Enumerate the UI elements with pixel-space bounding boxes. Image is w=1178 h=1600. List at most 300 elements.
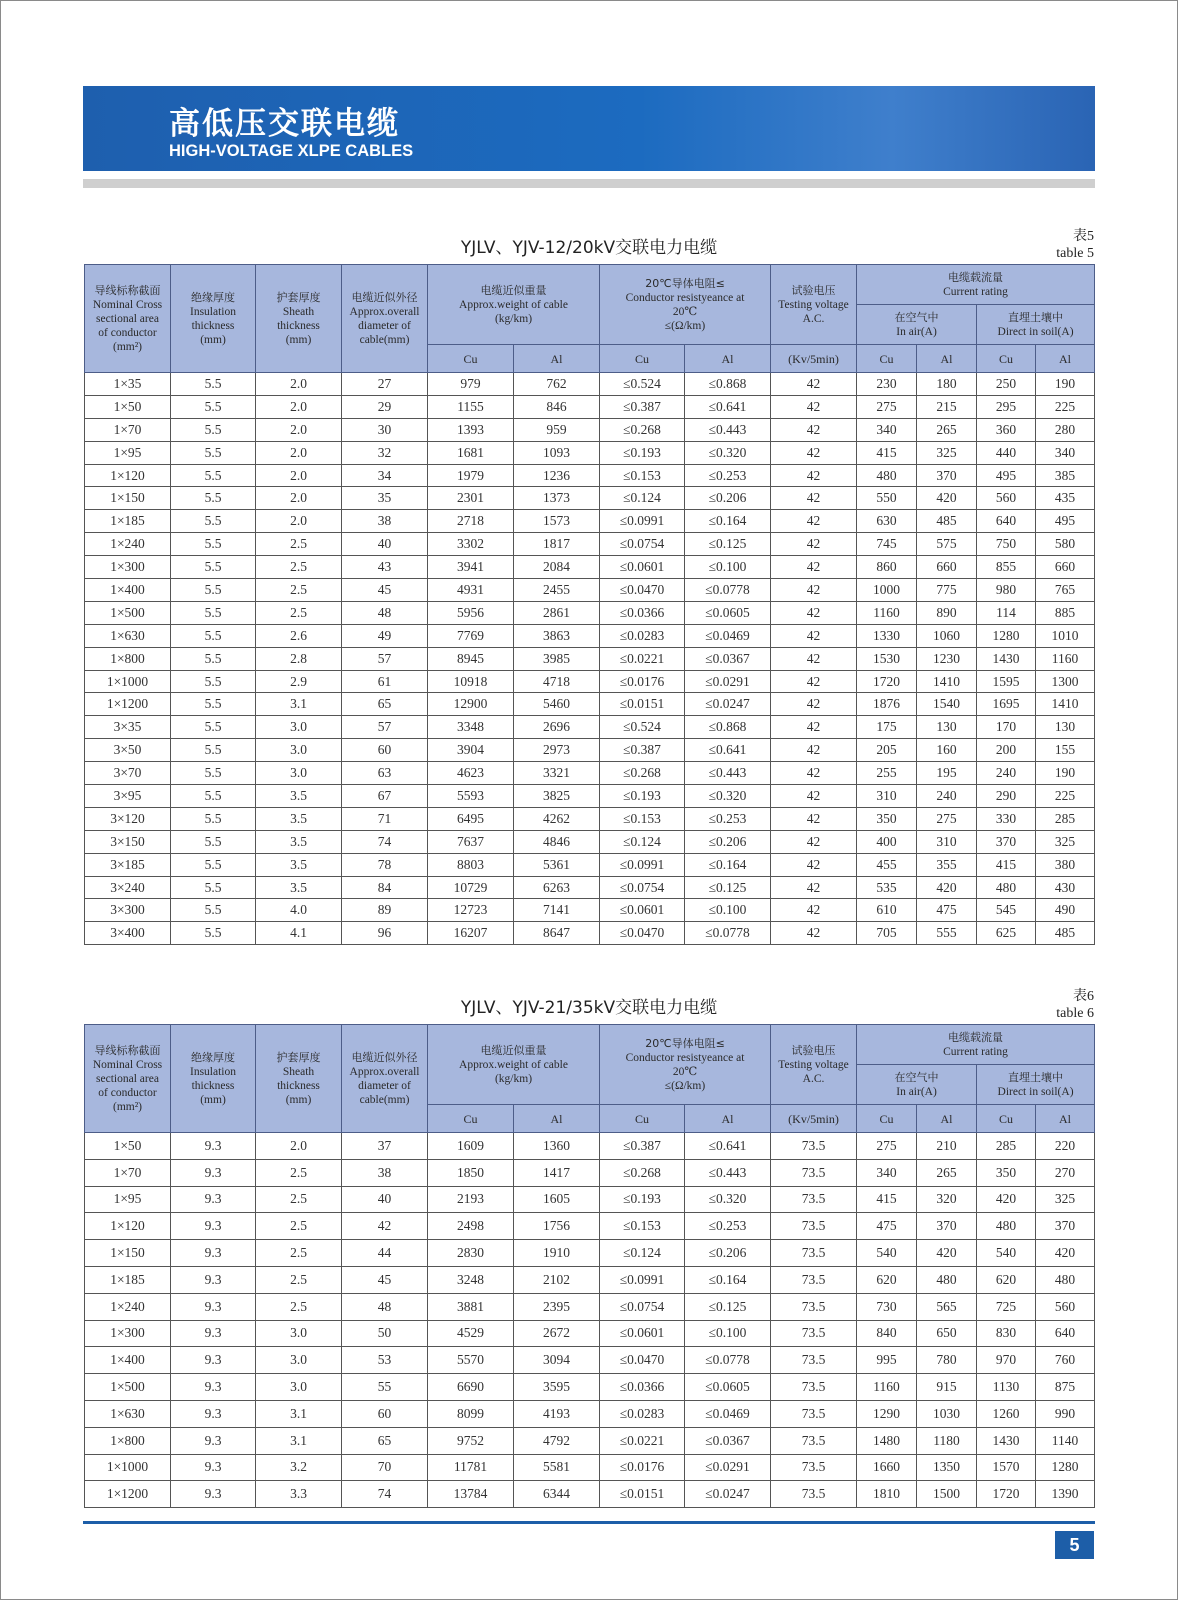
cell-air-al: 1230 [917,647,977,670]
cell-sheath: 3.1 [256,1427,342,1454]
header-res-al: Al [685,345,771,373]
cell-soil-cu: 480 [977,1213,1036,1240]
cell-soil-cu: 480 [977,876,1036,899]
cell-soil-al: 155 [1036,739,1095,762]
cell-soil-cu: 240 [977,762,1036,785]
header-current-rating: 电缆载流量 Current rating [857,265,1095,305]
table-row [85,373,1095,396]
cell-soil-al: 385 [1036,464,1095,487]
cell-diameter: 49 [342,624,428,647]
cell-air-al: 1060 [917,624,977,647]
cell-insulation: 5.5 [171,876,256,899]
cell-test-voltage: 42 [771,395,857,418]
cell-resistance-al: ≤0.0291 [685,1454,771,1481]
cell-sheath: 3.3 [256,1481,342,1508]
cell-insulation: 9.3 [171,1133,256,1160]
cell-air-al: 195 [917,762,977,785]
header-weight-al: Al [514,345,600,373]
table-row [85,1186,1095,1213]
cell-area: 1×95 [85,441,171,464]
cell-weight-al: 4718 [514,670,600,693]
cell-weight-al: 1093 [514,441,600,464]
cell-test-voltage: 42 [771,716,857,739]
cell-weight-al: 1605 [514,1186,600,1213]
cell-soil-cu: 640 [977,510,1036,533]
cell-test-voltage: 42 [771,556,857,579]
cell-soil-al: 190 [1036,762,1095,785]
cell-soil-cu: 1280 [977,624,1036,647]
table5-label [1056,228,1094,262]
cell-resistance-al: ≤0.206 [685,487,771,510]
cell-air-cu: 480 [857,464,917,487]
table-row [85,1266,1095,1293]
cell-test-voltage: 73.5 [771,1266,857,1293]
cell-soil-cu: 560 [977,487,1036,510]
cell-resistance-al: ≤0.443 [685,418,771,441]
cell-area: 1×800 [85,1427,171,1454]
cell-weight-cu: 2830 [428,1240,514,1267]
header-resistance: 20℃导体电阻≤ Conductor resistyeance at 20℃ ≤(Ω/km) [600,265,771,345]
cell-sheath: 3.0 [256,1374,342,1401]
cell-resistance-al: ≤0.320 [685,1186,771,1213]
cell-test-voltage: 42 [771,373,857,396]
header-current-rating: 电缆载流量 Current rating [857,1025,1095,1065]
cell-weight-al: 2696 [514,716,600,739]
cell-test-voltage: 42 [771,876,857,899]
cell-area: 1×400 [85,1347,171,1374]
cell-air-cu: 1660 [857,1454,917,1481]
cell-soil-cu: 295 [977,395,1036,418]
cell-weight-al: 3094 [514,1347,600,1374]
cell-resistance-cu: ≤0.0221 [600,647,685,670]
cell-soil-al: 1010 [1036,624,1095,647]
cell-soil-cu: 350 [977,1159,1036,1186]
cell-sheath: 4.0 [256,899,342,922]
cell-soil-cu: 540 [977,1240,1036,1267]
cell-insulation: 5.5 [171,899,256,922]
cell-soil-cu: 415 [977,853,1036,876]
cell-weight-al: 5581 [514,1454,600,1481]
cell-weight-al: 1360 [514,1133,600,1160]
cell-insulation: 9.3 [171,1186,256,1213]
cell-soil-cu: 980 [977,579,1036,602]
cell-area: 1×50 [85,395,171,418]
cell-insulation: 9.3 [171,1320,256,1347]
header-in-air: 在空气中 In air(A) [857,1065,977,1105]
table-row [85,510,1095,533]
cell-weight-cu: 10729 [428,876,514,899]
cell-weight-cu: 1681 [428,441,514,464]
cell-weight-cu: 5956 [428,601,514,624]
table-row [85,1481,1095,1508]
cell-resistance-cu: ≤0.268 [600,418,685,441]
cell-area: 1×95 [85,1186,171,1213]
cell-weight-al: 846 [514,395,600,418]
cell-sheath: 2.9 [256,670,342,693]
cell-insulation: 9.3 [171,1400,256,1427]
cell-air-al: 475 [917,899,977,922]
cell-air-cu: 275 [857,395,917,418]
cell-sheath: 3.0 [256,1347,342,1374]
cell-area: 3×50 [85,739,171,762]
cell-soil-al: 580 [1036,533,1095,556]
cell-weight-cu: 2718 [428,510,514,533]
cell-air-cu: 630 [857,510,917,533]
cell-area: 1×240 [85,1293,171,1320]
cell-soil-al: 325 [1036,830,1095,853]
cell-diameter: 89 [342,899,428,922]
cell-weight-al: 4262 [514,807,600,830]
cell-weight-cu: 5593 [428,785,514,808]
cell-resistance-cu: ≤0.268 [600,762,685,785]
cell-air-cu: 610 [857,899,917,922]
cell-sheath: 2.0 [256,395,342,418]
cell-air-cu: 1876 [857,693,917,716]
cell-resistance-cu: ≤0.0176 [600,1454,685,1481]
cell-diameter: 71 [342,807,428,830]
header-in-air: 在空气中 In air(A) [857,305,977,345]
cell-air-al: 485 [917,510,977,533]
cell-test-voltage: 42 [771,922,857,945]
cell-weight-cu: 7769 [428,624,514,647]
cell-insulation: 5.5 [171,624,256,647]
cell-weight-al: 4193 [514,1400,600,1427]
table-row [85,716,1095,739]
cell-resistance-al: ≤0.0469 [685,1400,771,1427]
cell-soil-cu: 625 [977,922,1036,945]
table-row [85,785,1095,808]
table-row [85,1133,1095,1160]
cell-soil-cu: 750 [977,533,1036,556]
cell-resistance-al: ≤0.0605 [685,1374,771,1401]
cell-weight-al: 8647 [514,922,600,945]
cell-air-al: 420 [917,1240,977,1267]
cell-diameter: 70 [342,1454,428,1481]
cell-weight-cu: 5570 [428,1347,514,1374]
cell-area: 3×240 [85,876,171,899]
cell-air-al: 275 [917,807,977,830]
cell-test-voltage: 42 [771,464,857,487]
header-in-soil: 直埋土壤中 Direct in soil(A) [977,1065,1095,1105]
cell-test-voltage: 73.5 [771,1347,857,1374]
cell-air-al: 325 [917,441,977,464]
cell-insulation: 5.5 [171,693,256,716]
cell-sheath: 2.0 [256,1133,342,1160]
cell-resistance-al: ≤0.164 [685,853,771,876]
cell-resistance-al: ≤0.125 [685,876,771,899]
cell-air-cu: 1160 [857,1374,917,1401]
cell-test-voltage: 73.5 [771,1293,857,1320]
cell-soil-cu: 545 [977,899,1036,922]
cell-soil-al: 220 [1036,1133,1095,1160]
header-weight-cu: Cu [428,1105,514,1133]
cell-resistance-cu: ≤0.0470 [600,1347,685,1374]
table-row [85,853,1095,876]
cell-weight-cu: 4623 [428,762,514,785]
cell-weight-al: 2672 [514,1320,600,1347]
cell-insulation: 5.5 [171,830,256,853]
cell-sheath: 2.5 [256,533,342,556]
cell-air-cu: 255 [857,762,917,785]
cell-resistance-al: ≤0.125 [685,1293,771,1320]
cell-resistance-cu: ≤0.193 [600,785,685,808]
cell-insulation: 5.5 [171,395,256,418]
cell-diameter: 53 [342,1347,428,1374]
cell-air-cu: 350 [857,807,917,830]
cell-area: 3×185 [85,853,171,876]
cell-insulation: 5.5 [171,670,256,693]
cell-air-cu: 1160 [857,601,917,624]
cell-air-cu: 230 [857,373,917,396]
cell-air-cu: 840 [857,1320,917,1347]
cell-insulation: 9.3 [171,1454,256,1481]
header-in-soil: 直埋土壤中 Direct in soil(A) [977,305,1095,345]
table-row [85,1347,1095,1374]
cell-soil-cu: 170 [977,716,1036,739]
cell-air-cu: 275 [857,1133,917,1160]
cell-air-cu: 1000 [857,579,917,602]
cell-air-al: 355 [917,853,977,876]
cell-test-voltage: 73.5 [771,1374,857,1401]
cell-area: 1×120 [85,464,171,487]
cell-resistance-al: ≤0.100 [685,1320,771,1347]
cell-test-voltage: 73.5 [771,1320,857,1347]
cell-air-al: 575 [917,533,977,556]
table-row [85,899,1095,922]
cell-air-cu: 340 [857,1159,917,1186]
cell-resistance-cu: ≤0.153 [600,464,685,487]
cell-resistance-al: ≤0.253 [685,464,771,487]
cell-area: 3×95 [85,785,171,808]
cell-test-voltage: 42 [771,762,857,785]
cell-soil-cu: 1430 [977,647,1036,670]
table-row [85,1240,1095,1267]
cell-air-cu: 310 [857,785,917,808]
cell-area: 1×150 [85,487,171,510]
cell-sheath: 2.0 [256,487,342,510]
cell-weight-cu: 8099 [428,1400,514,1427]
table-row [85,830,1095,853]
table6-label-en: table 6 [1056,1006,1094,1021]
cell-soil-cu: 855 [977,556,1036,579]
cell-weight-al: 6263 [514,876,600,899]
cell-sheath: 3.0 [256,716,342,739]
cell-resistance-al: ≤0.164 [685,510,771,533]
cell-resistance-cu: ≤0.193 [600,1186,685,1213]
cell-weight-al: 1236 [514,464,600,487]
cell-air-cu: 540 [857,1240,917,1267]
cell-sheath: 3.5 [256,876,342,899]
cell-resistance-cu: ≤0.0754 [600,1293,685,1320]
cell-soil-cu: 370 [977,830,1036,853]
cell-soil-al: 285 [1036,807,1095,830]
cell-weight-al: 3321 [514,762,600,785]
cell-soil-al: 1280 [1036,1454,1095,1481]
cell-air-al: 240 [917,785,977,808]
cell-soil-cu: 420 [977,1186,1036,1213]
cell-sheath: 2.5 [256,556,342,579]
cell-diameter: 55 [342,1374,428,1401]
cell-diameter: 45 [342,1266,428,1293]
cell-resistance-al: ≤0.100 [685,899,771,922]
cell-sheath: 2.0 [256,464,342,487]
cell-air-al: 160 [917,739,977,762]
cell-soil-al: 380 [1036,853,1095,876]
cell-insulation: 5.5 [171,762,256,785]
cell-test-voltage: 42 [771,510,857,533]
cell-test-voltage: 42 [771,441,857,464]
cell-soil-cu: 1570 [977,1454,1036,1481]
cell-area: 3×70 [85,762,171,785]
cell-air-al: 130 [917,716,977,739]
cell-weight-cu: 2301 [428,487,514,510]
header-sheath: 护套厚度 Sheath thickness (mm) [256,265,342,373]
cell-weight-al: 2973 [514,739,600,762]
table-row [85,579,1095,602]
cell-resistance-cu: ≤0.0176 [600,670,685,693]
cell-diameter: 43 [342,556,428,579]
cell-diameter: 61 [342,670,428,693]
cell-weight-al: 2395 [514,1293,600,1320]
header-soil-cu: Cu [977,345,1036,373]
cell-test-voltage: 42 [771,579,857,602]
cell-soil-cu: 970 [977,1347,1036,1374]
cell-resistance-cu: ≤0.387 [600,1133,685,1160]
cell-diameter: 38 [342,1159,428,1186]
cell-resistance-al: ≤0.253 [685,1213,771,1240]
cell-soil-al: 490 [1036,899,1095,922]
cell-area: 1×630 [85,624,171,647]
cell-weight-al: 1573 [514,510,600,533]
cell-test-voltage: 42 [771,533,857,556]
cell-area: 3×300 [85,899,171,922]
cell-test-voltage: 42 [771,693,857,716]
cell-sheath: 3.5 [256,785,342,808]
cell-sheath: 3.2 [256,1454,342,1481]
cell-soil-al: 1160 [1036,647,1095,670]
cell-sheath: 2.0 [256,510,342,533]
cell-soil-al: 280 [1036,418,1095,441]
cell-weight-al: 1910 [514,1240,600,1267]
cell-weight-cu: 12723 [428,899,514,922]
cell-resistance-al: ≤0.206 [685,1240,771,1267]
cell-air-al: 310 [917,830,977,853]
page-title-cn: 高低压交联电缆 [169,106,400,142]
cell-resistance-cu: ≤0.0366 [600,1374,685,1401]
header-test-voltage: 试验电压 Testing voltage A.C. [771,1025,857,1105]
cell-weight-cu: 6690 [428,1374,514,1401]
cell-sheath: 3.5 [256,830,342,853]
cell-weight-cu: 8945 [428,647,514,670]
cell-weight-al: 4846 [514,830,600,853]
cell-resistance-al: ≤0.641 [685,1133,771,1160]
cell-weight-cu: 8803 [428,853,514,876]
cell-diameter: 74 [342,1481,428,1508]
cell-weight-cu: 1979 [428,464,514,487]
cell-area: 1×70 [85,418,171,441]
cell-soil-al: 430 [1036,876,1095,899]
cell-soil-al: 340 [1036,441,1095,464]
cell-weight-cu: 3904 [428,739,514,762]
cell-air-cu: 1330 [857,624,917,647]
cell-area: 1×400 [85,579,171,602]
cell-test-voltage: 42 [771,487,857,510]
cell-air-al: 370 [917,1213,977,1240]
cell-resistance-al: ≤0.641 [685,739,771,762]
cell-soil-al: 885 [1036,601,1095,624]
table-row [85,1159,1095,1186]
cell-resistance-al: ≤0.0367 [685,647,771,670]
header-res-cu: Cu [600,345,685,373]
cell-weight-al: 3595 [514,1374,600,1401]
page-title-en: HIGH-VOLTAGE XLPE CABLES [169,142,414,160]
cell-weight-cu: 1155 [428,395,514,418]
cell-resistance-al: ≤0.0605 [685,601,771,624]
cell-insulation: 5.5 [171,510,256,533]
cell-weight-al: 2102 [514,1266,600,1293]
cell-insulation: 5.5 [171,785,256,808]
table-row [85,556,1095,579]
cell-insulation: 5.5 [171,647,256,670]
cell-soil-al: 190 [1036,373,1095,396]
cell-sheath: 3.1 [256,693,342,716]
cell-weight-cu: 1850 [428,1159,514,1186]
header-air-al: Al [917,1105,977,1133]
page-number: 5 [1055,1531,1094,1559]
cell-diameter: 96 [342,922,428,945]
cell-soil-cu: 290 [977,785,1036,808]
cell-area: 1×1000 [85,670,171,693]
cell-resistance-al: ≤0.0469 [685,624,771,647]
cell-resistance-al: ≤0.320 [685,785,771,808]
cell-insulation: 5.5 [171,922,256,945]
header-test-voltage: 试验电压 Testing voltage A.C. [771,265,857,345]
cell-weight-cu: 13784 [428,1481,514,1508]
cell-soil-cu: 440 [977,441,1036,464]
cell-resistance-cu: ≤0.387 [600,739,685,762]
cell-resistance-cu: ≤0.0601 [600,899,685,922]
cell-diameter: 40 [342,533,428,556]
cell-diameter: 63 [342,762,428,785]
cell-diameter: 42 [342,1213,428,1240]
cell-resistance-cu: ≤0.124 [600,1240,685,1267]
cell-resistance-cu: ≤0.268 [600,1159,685,1186]
cell-weight-cu: 7637 [428,830,514,853]
cell-weight-cu: 6495 [428,807,514,830]
cell-soil-al: 660 [1036,556,1095,579]
cell-air-al: 1030 [917,1400,977,1427]
cell-weight-al: 1373 [514,487,600,510]
cell-weight-cu: 2193 [428,1186,514,1213]
cell-soil-al: 1410 [1036,693,1095,716]
cell-weight-al: 959 [514,418,600,441]
table5-label-en: table 5 [1056,246,1094,261]
cell-resistance-cu: ≤0.153 [600,1213,685,1240]
cell-diameter: 60 [342,739,428,762]
table-row [85,876,1095,899]
cell-resistance-cu: ≤0.524 [600,716,685,739]
cell-soil-al: 485 [1036,922,1095,945]
cell-air-cu: 730 [857,1293,917,1320]
cell-air-al: 1350 [917,1454,977,1481]
cell-air-cu: 1530 [857,647,917,670]
table-row [85,1374,1095,1401]
cell-diameter: 65 [342,693,428,716]
cell-weight-al: 4792 [514,1427,600,1454]
table-row [85,418,1095,441]
header-test-unit: (Kv/5min) [771,345,857,373]
cell-insulation: 5.5 [171,716,256,739]
